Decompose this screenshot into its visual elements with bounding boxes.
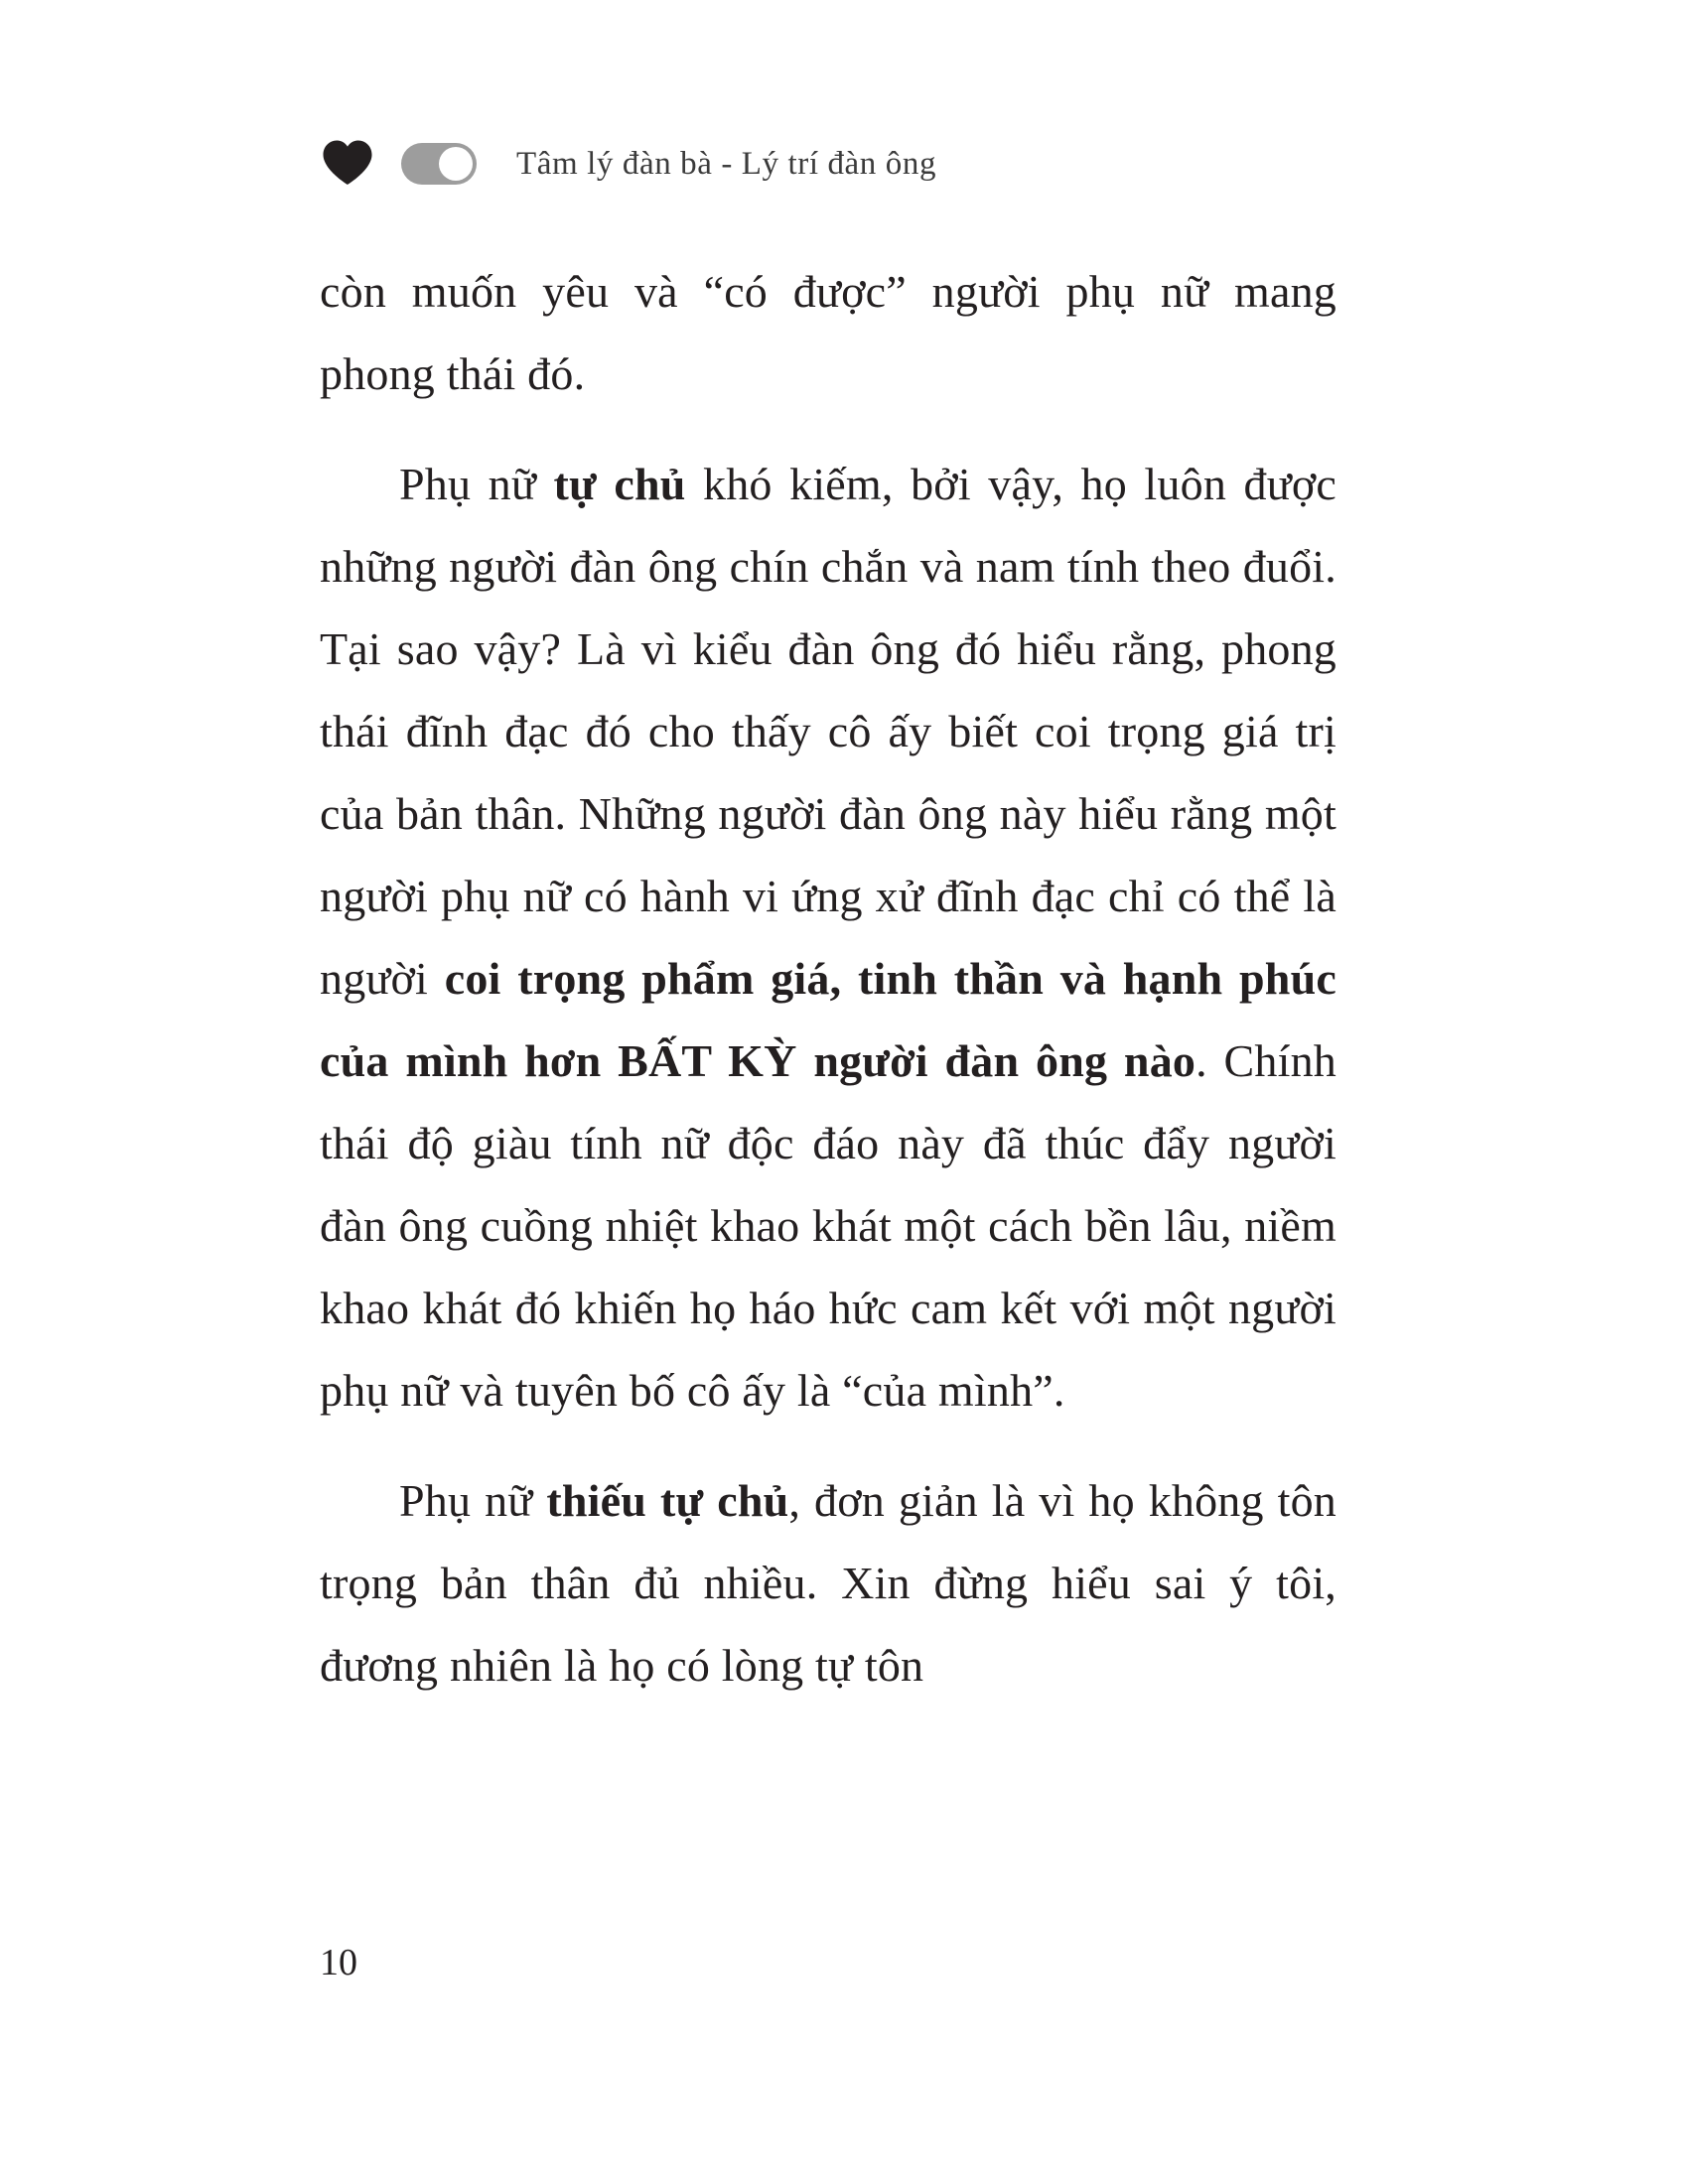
text-run: tự chủ xyxy=(553,459,686,509)
paragraph-1 xyxy=(320,250,1336,415)
text-run: thiếu tự chủ xyxy=(546,1475,789,1526)
page-number: 10 xyxy=(320,1942,357,1983)
paragraph-2 xyxy=(320,443,1336,1432)
text-run: coi trọng phẩm giá, tinh thần và hạnh phúc của mình hơn BẤT KỲ người đàn ông nào xyxy=(320,953,1336,1086)
toggle-switch-icon[interactable] xyxy=(401,143,477,185)
text-run: còn muốn yêu và “có được” người phụ nữ mang phong thái đó. xyxy=(320,266,1336,399)
text-run: khó kiếm, bởi vậy, họ luôn được những người đàn ông chín chắn và nam tính theo đuổi. Tại sao vậy? Là vì kiểu đàn ông đó hiểu rằng, phong thái đĩnh đạc đó cho thấy cô ấy biết coi trọng giá trị của bản thân. Những người đàn ông này hiểu rằng một người phụ nữ có hành vi ứng xử đĩnh đạc chỉ có thể là người xyxy=(320,459,1336,1004)
paragraph-3 xyxy=(320,1459,1336,1706)
text-run: , đơn giản là vì họ không tôn trọng bản thân đủ nhiều. Xin đừng hiểu sai ý tôi, đương nhiên là họ có lòng tự tôn xyxy=(320,1475,1336,1691)
header-title: Tâm lý đàn bà - Lý trí đàn ông xyxy=(516,145,937,182)
running-header xyxy=(320,129,936,199)
text-run: . Chính thái độ giàu tính nữ độc đáo này đã thúc đẩy người đàn ông cuồng nhiệt khao khát một cách bền lâu, niềm khao khát đó khiến họ háo hức cam kết với một người phụ nữ và tuyên bố cô ấy là “của mình”. xyxy=(320,1035,1336,1416)
text-run: Phụ nữ xyxy=(399,1475,547,1526)
heart-icon xyxy=(320,136,375,192)
body-text-column xyxy=(320,250,1336,1706)
text-run: Phụ nữ xyxy=(399,459,554,509)
